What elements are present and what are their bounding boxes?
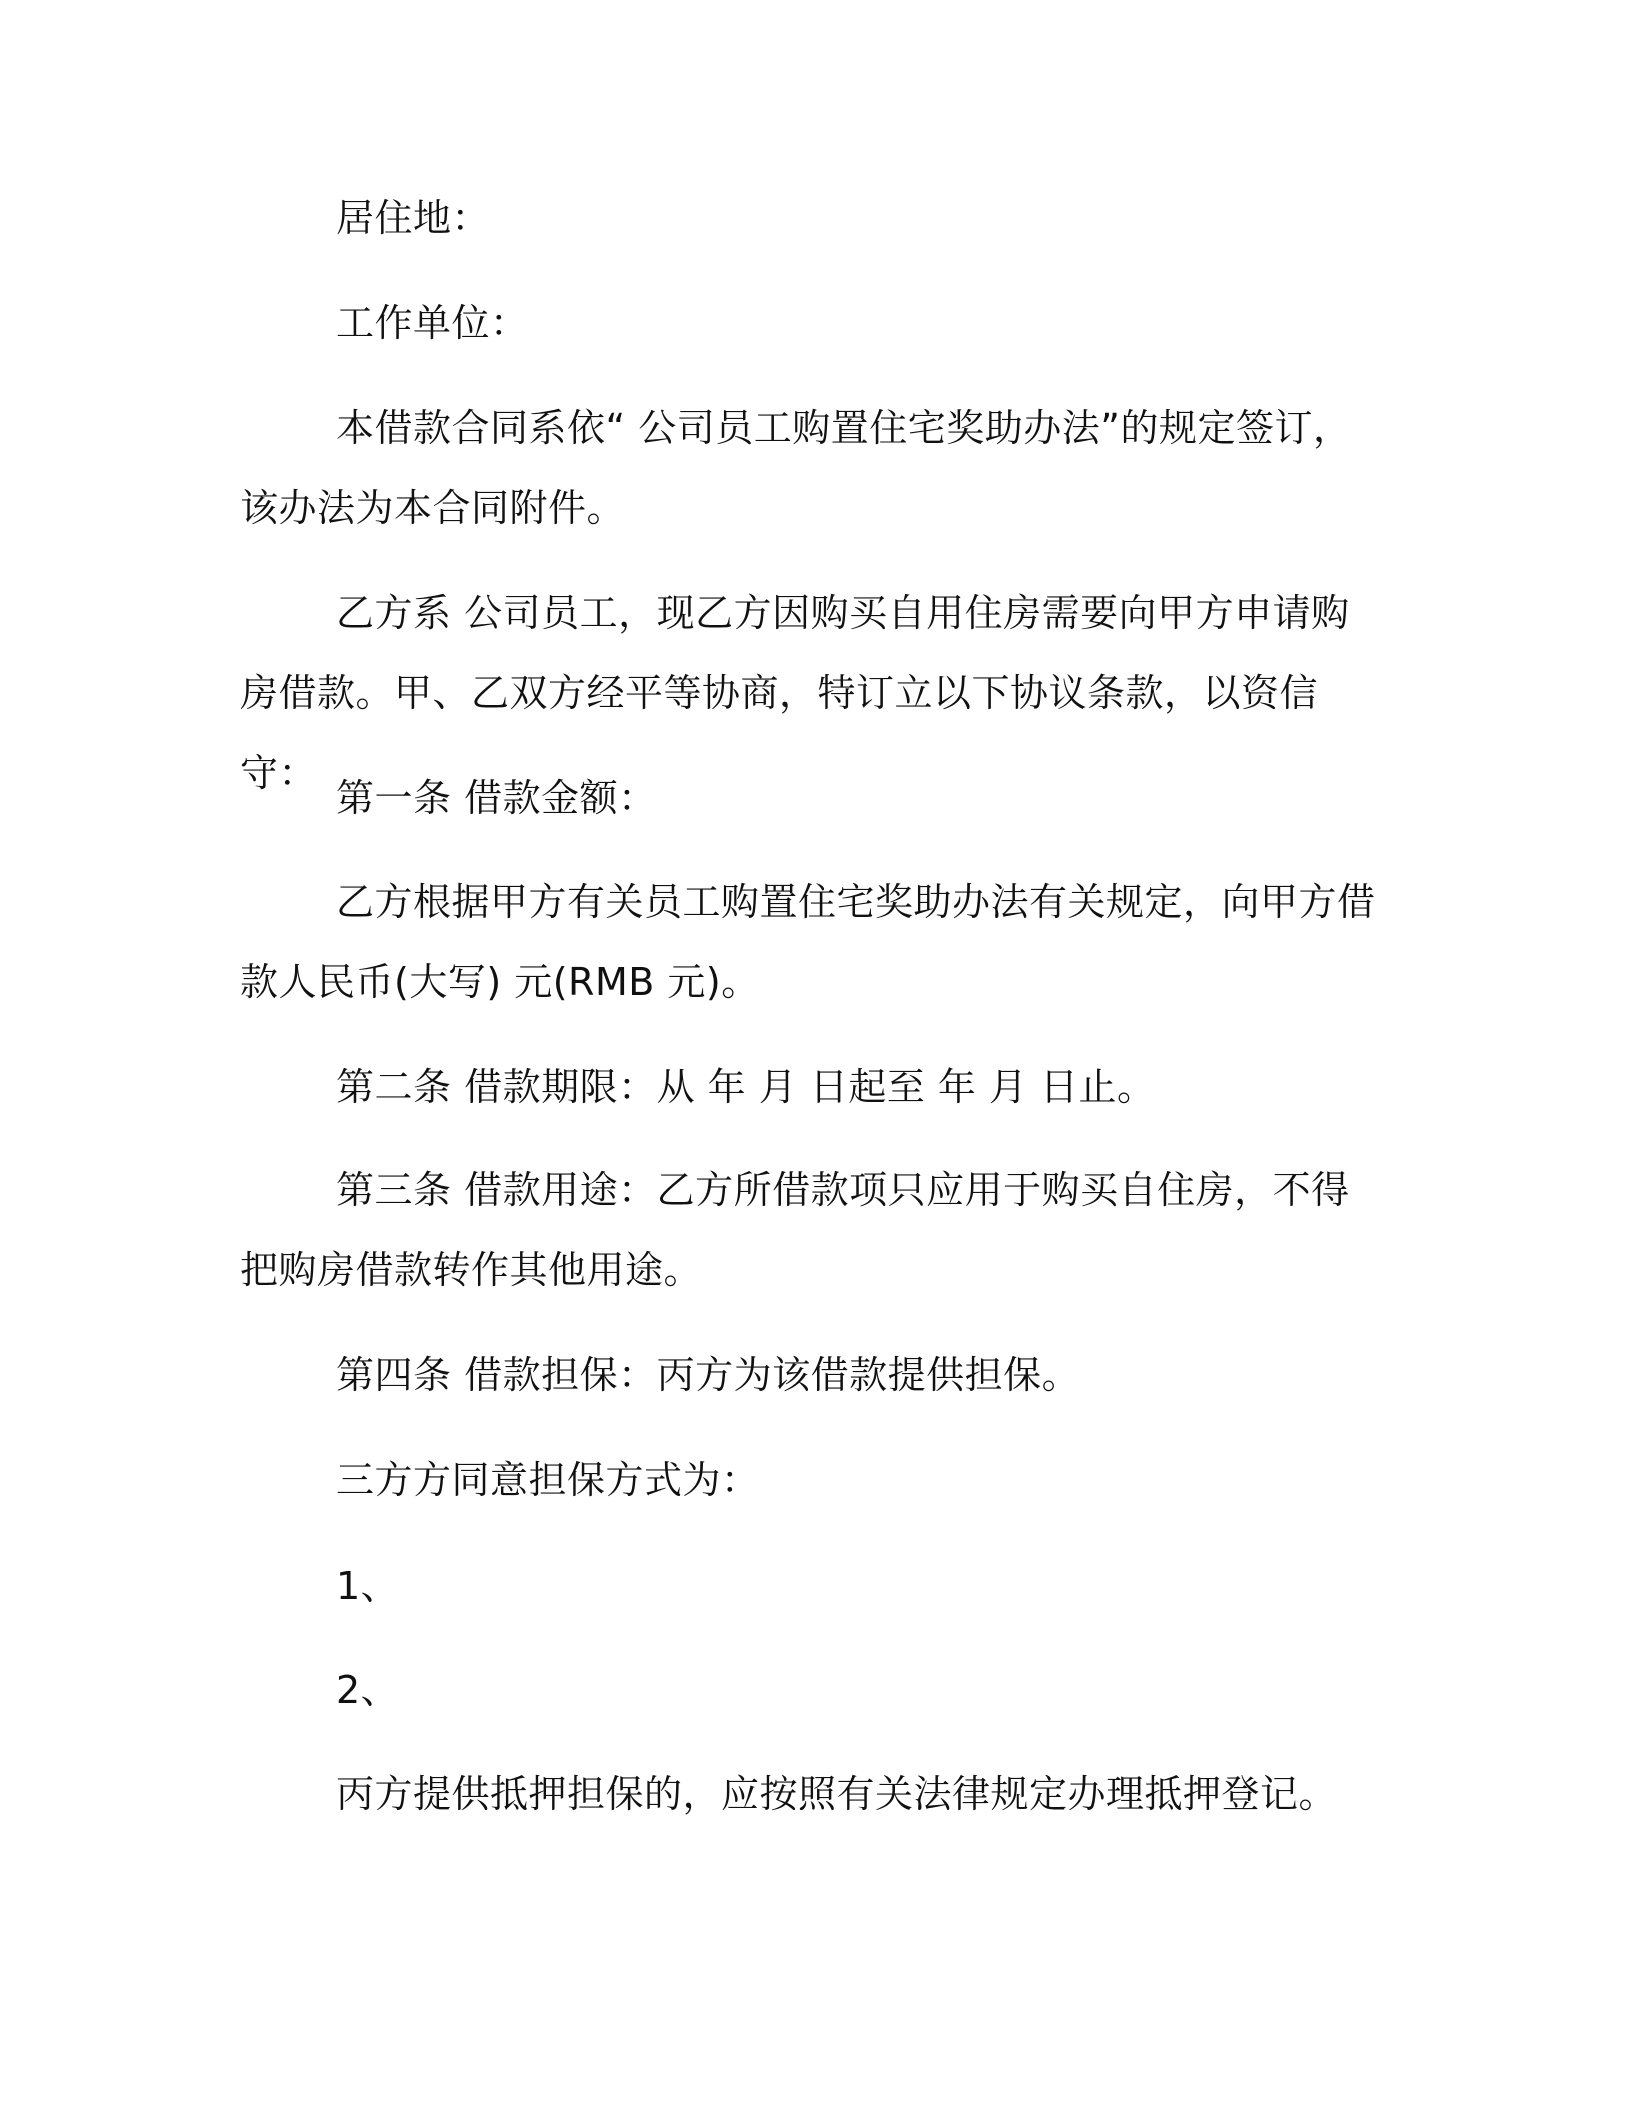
article-3-loan-purpose: 第三条 借款用途：乙方所借款项只应用于购买自住房，不得把购房借款转作其他用途。 bbox=[240, 1168, 1350, 1292]
article-1-heading: 第一条 借款金额： bbox=[336, 776, 657, 820]
loan-amount-paragraph: 乙方根据甲方有关员工购置住宅奖助办法有关规定，向甲方借款人民币(大写) 元(RMB 元)。 bbox=[240, 880, 1376, 1004]
list-item-2: 2、 bbox=[336, 1668, 400, 1712]
loan-application-paragraph: 乙方系 公司员工，现乙方因购买自用住房需要向甲方申请购房借款。甲、乙双方经平等协商，特订立以下协议条款，以资信守： bbox=[240, 591, 1350, 795]
employer-label: 工作单位： bbox=[336, 301, 529, 345]
guarantee-method-label: 三方方同意担保方式为： bbox=[336, 1458, 760, 1502]
article-4-loan-guarantee: 第四条 借款担保：丙方为该借款提供担保。 bbox=[336, 1353, 1081, 1397]
list-item-1: 1、 bbox=[336, 1564, 400, 1608]
mortgage-registration-paragraph: 丙方提供抵押担保的，应按照有关法律规定办理抵押登记。 bbox=[336, 1772, 1338, 1816]
article-2-loan-term: 第二条 借款期限：从 年 月 日起至 年 月 日止。 bbox=[336, 1065, 1156, 1109]
residence-label: 居住地： bbox=[336, 196, 491, 240]
contract-basis-paragraph: 本借款合同系依“ 公司员工购置住宅奖助办法”的规定签订，该办法为本合同附件。 bbox=[240, 406, 1352, 530]
